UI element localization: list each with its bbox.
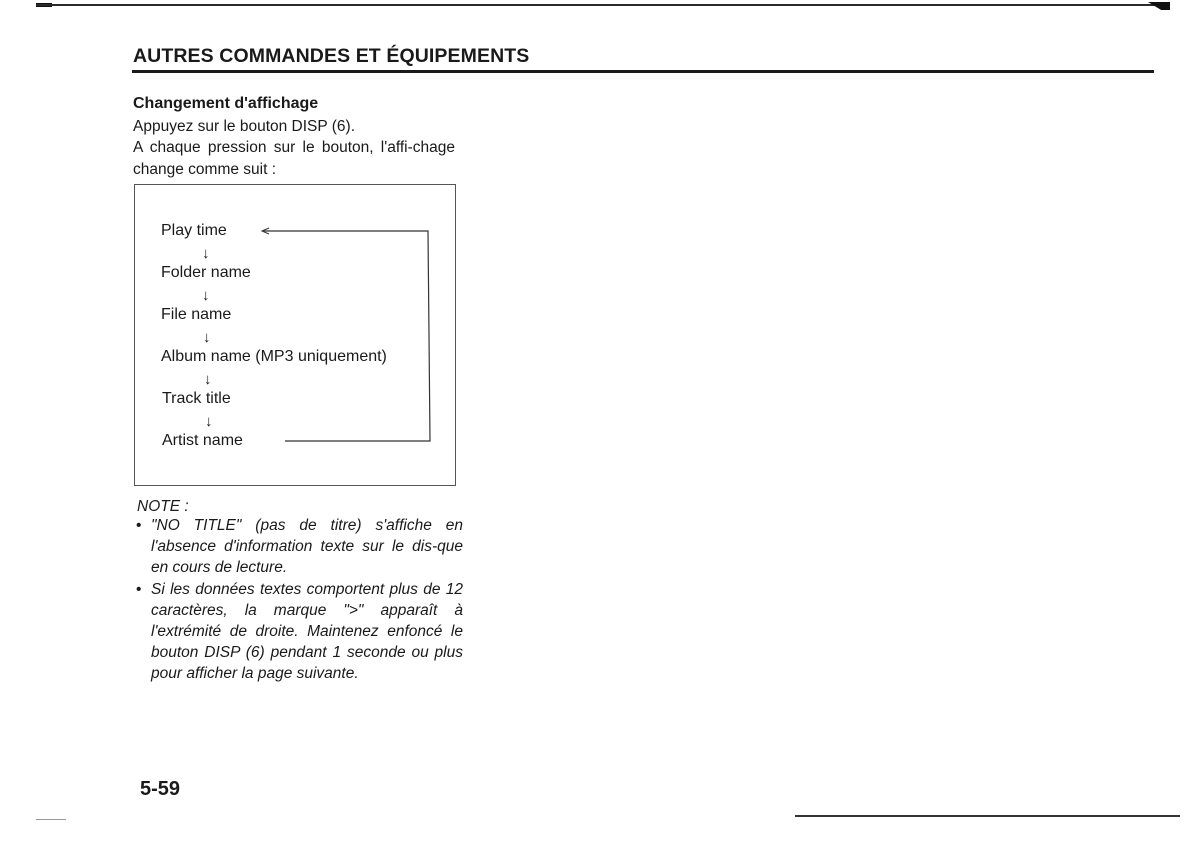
flow-item-play-time: Play time	[161, 222, 227, 239]
section-heading: Changement d'affichage	[133, 95, 319, 112]
bottom-left-rule	[36, 819, 66, 820]
down-arrow-icon: ↓	[205, 413, 213, 430]
note-text: "NO TITLE" (pas de titre) s'affiche en l'absence d'information texte sur le dis-que en cours de lecture.	[151, 517, 463, 576]
page-number: 5-59	[140, 778, 181, 800]
page-title: AUTRES COMMANDES ET ÉQUIPEMENTS	[133, 45, 530, 67]
note-item	[133, 579, 463, 684]
instruction-text: Appuyez sur le bouton DISP (6).	[133, 118, 356, 135]
note-item	[133, 515, 463, 578]
bullet-icon: •	[136, 517, 142, 534]
flow-item-album-name: Album name (MP3 uniquement)	[161, 348, 387, 365]
down-arrow-icon: ↓	[203, 329, 211, 346]
down-arrow-icon: ↓	[202, 287, 210, 304]
down-arrow-icon: ↓	[204, 371, 212, 388]
display-cycle-diagram	[134, 184, 456, 486]
top-border-line	[36, 4, 1156, 6]
note-list	[133, 515, 463, 685]
bottom-right-rule	[795, 815, 1180, 817]
flow-item-artist-name: Artist name	[162, 432, 243, 449]
bullet-icon: •	[136, 581, 142, 598]
top-right-corner-mark	[1148, 2, 1170, 10]
down-arrow-icon: ↓	[202, 245, 210, 262]
flow-item-track-title: Track title	[162, 390, 231, 407]
flow-item-file-name: File name	[161, 306, 232, 323]
note-text: Si les données textes comportent plus de 12 caractères, la marque ">" apparaît à l'extrémité de droite. Maintenez enfoncé le bouton DISP (6) pendant 1 seconde ou plus pour afficher la page suivante.	[151, 581, 463, 682]
note-label: NOTE :	[137, 498, 189, 515]
title-underline	[132, 70, 1154, 73]
flow-item-folder-name: Folder name	[161, 264, 251, 281]
description-text: A chaque pression sur le bouton, l'affi-chage change comme suit :	[133, 139, 455, 178]
